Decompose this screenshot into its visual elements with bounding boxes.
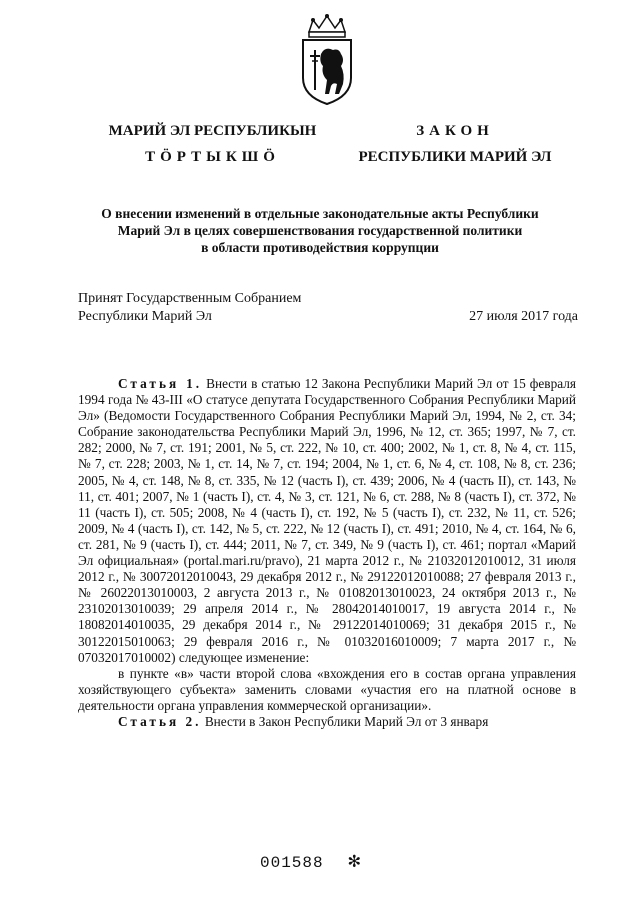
header-left-line2: ТӦРТЫКШӦ [145, 149, 280, 165]
adopted-line1: Принят Государственным Собранием [78, 291, 302, 306]
article-2 [78, 714, 576, 730]
law-title-line2: Марий Эл в целях совершенствования государственной политики [117, 223, 523, 238]
article-2-text: Внести в Закон Республики Марий Эл от 3 января [204, 713, 489, 729]
coat-of-arms-icon [299, 14, 355, 106]
header-right-line1: ЗАКОН [416, 123, 494, 139]
header-left [100, 118, 325, 170]
law-body [78, 376, 576, 730]
article-1-label: Статья 1. [118, 376, 203, 391]
article-2-label: Статья 2. [118, 713, 202, 729]
serial-number: 001588 [260, 854, 324, 872]
document-footer [260, 848, 361, 874]
asterisk-icon: ✻ [348, 851, 362, 874]
article-1-change: в пункте «в» части второй слова «вхождения его в состав органа управления хозяйствующего субъекта» заменить словами «участия его на платной основе в деятельности органа управления коммерческой организации». [78, 665, 576, 713]
adoption-date: 27 июля 2017 года [469, 309, 578, 324]
adopted-line2: Республики Марий Эл [78, 309, 212, 324]
header-left-line1: МАРИЙ ЭЛ РЕСПУБЛИКЫН [108, 123, 317, 139]
adoption-block [78, 290, 578, 326]
header-right-line2: РЕСПУБЛИКИ МАРИЙ ЭЛ [358, 149, 552, 165]
article-1 [78, 376, 576, 666]
law-title [70, 205, 570, 256]
header-right [340, 118, 570, 170]
law-title-line3: в области противодействия коррупции [201, 240, 439, 255]
law-title-line1: О внесении изменений в отдельные законодательные акты Республики [101, 206, 539, 221]
article-1-text: Внести в статью 12 Закона Республики Марий Эл от 15 февраля 1994 года № 43-III «О статусе депутата Государственного Собрания Республики Марий Эл» (Ведомости Государственного Собрания Республики Марий Эл, 1994, № 2, ст. 34; Собрание законодательства Республики Марий Эл, 1996, № 12, ст. 365; 1997, № 7, ст. 282; 2000, № 7, ст. 191; 2001, № 5, ст. 222, № 10, ст. 400; 2002, № 1, ст. 8, № 4, ст. 115, № 7, ст. 228; 2003, № 1, ст. 14, № 7, ст. 194; 2004, № 1, ст. 6, № 4, ст. 108, № 8, ст. 236; 2005, № 4, ст. 148, № 8, ст. 335, № 12 (часть I), ст. 439; 2006, № 4 (часть II), ст. 143, № 11, ст. 401; 2007, № 1 (часть I), ст. 4, № 3, ст. 121, № 6, ст. 288, № 8 (часть I), ст. 372, № 11 (часть I), ст. 505; 2008, № 4 (часть I), ст. 192, № 5 (часть I), ст. 232, № 11, ст. 526; 2009, № 4 (часть I), ст. 142, № 5, ст. 222, № 12 (часть I), ст. 491; 2010, № 4, ст. 164, № 6, ст. 281, № 9 (часть I), ст. 444; 2011, № 7, ст. 349, № 9 (часть I), ст. 461; портал «Марий Эл официальная» (portal.mari.ru/pravo), 21 марта 2012 г., № 21032012010012, 31 июля 2012 г., № 30072012010043, 29 декабря 2012 г., № 29122012010088; 27 февраля 2013 г., № 26022013010003, 2 августа 2013 г., № 01082013010023, 24 октября 2013 г., № 23102013010039; 29 апреля 2014 г., № 28042014010017, 19 августа 2014 г., № 18082014010035, 29 декабря 2014 г., № 29122014010069; 31 декабря 2015 г., № 30122015010063; 29 февраля 2016 г., № 01032016010009; 7 марта 2017 г., № 07032017010002) следующее изменение: [78, 376, 576, 665]
